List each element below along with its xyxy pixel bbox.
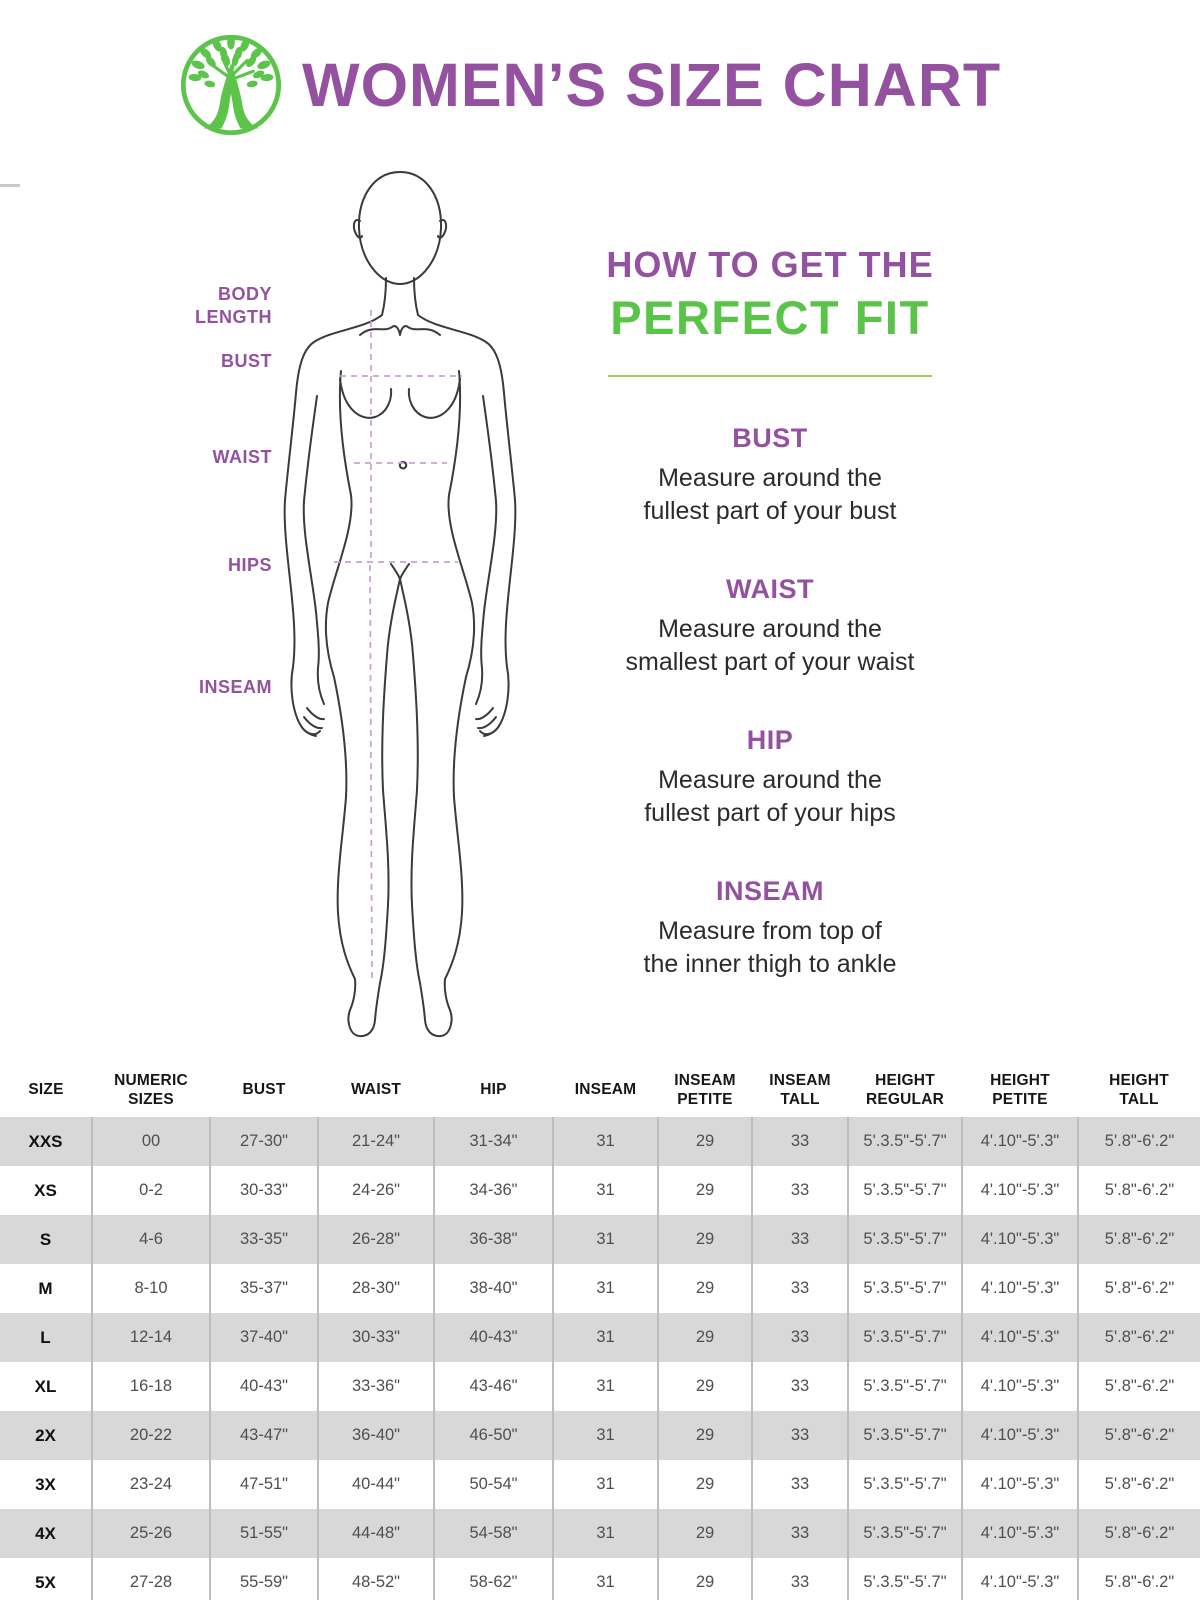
value-cell: 33 (752, 1509, 848, 1558)
value-cell: 44-48" (318, 1509, 434, 1558)
value-cell: 4-6 (92, 1215, 210, 1264)
value-cell: 50-54" (434, 1460, 553, 1509)
inseam-line (370, 565, 372, 980)
value-cell: 20-22 (92, 1411, 210, 1460)
column-header-inseam-petite: INSEAM PETITE (658, 1064, 752, 1117)
value-cell: 29 (658, 1509, 752, 1558)
value-cell: 33 (752, 1558, 848, 1600)
value-cell: 5'.3.5"-5'.7" (848, 1215, 962, 1264)
table-row-xxs (0, 1117, 1200, 1166)
value-cell: 4'.10"-5'.3" (962, 1509, 1078, 1558)
value-cell: 27-30" (210, 1117, 318, 1166)
value-cell: 5'.8"-6'.2" (1078, 1264, 1200, 1313)
value-cell: 47-51" (210, 1460, 318, 1509)
value-cell: 31 (553, 1362, 658, 1411)
value-cell: 33 (752, 1264, 848, 1313)
size-cell: S (0, 1215, 92, 1264)
value-cell: 5'.3.5"-5'.7" (848, 1117, 962, 1166)
value-cell: 16-18 (92, 1362, 210, 1411)
value-cell: 4'.10"-5'.3" (962, 1460, 1078, 1509)
size-cell: M (38, 1278, 53, 1298)
size-cell: 4X (0, 1509, 92, 1558)
size-cell: XS (34, 1180, 57, 1200)
value-cell: 37-40" (210, 1313, 318, 1362)
value-cell: 00 (92, 1117, 210, 1166)
column-header-numeric-sizes: NUMERIC SIZES (92, 1064, 210, 1117)
value-cell: 30-33" (318, 1313, 434, 1362)
value-cell: 24-26" (318, 1166, 434, 1215)
value-cell: 4'.10"-5'.3" (962, 1362, 1078, 1411)
size-cell: 5X (35, 1572, 56, 1592)
guide-text-line: the inner thigh to ankle (643, 950, 897, 978)
guide-text-line: fullest part of your hips (644, 799, 896, 827)
value-cell: 5'.3.5"-5'.7" (848, 1460, 962, 1509)
value-cell: 33 (752, 1166, 848, 1215)
value-cell: 30-33" (210, 1166, 318, 1215)
guide-section-bust (588, 423, 952, 528)
value-cell: 31 (553, 1411, 658, 1460)
tree-logo-icon (178, 32, 284, 138)
value-cell: 5'.3.5"-5'.7" (848, 1558, 962, 1600)
header-row (0, 1064, 1200, 1117)
value-cell: 31 (553, 1460, 658, 1509)
table-row-4x (0, 1509, 1200, 1558)
value-cell: 29 (658, 1362, 752, 1411)
value-cell: 43-46" (434, 1362, 553, 1411)
value-cell: 23-24 (92, 1460, 210, 1509)
guide-divider (608, 375, 932, 377)
value-cell: 31 (553, 1509, 658, 1558)
value-cell: 48-52" (318, 1558, 434, 1600)
figure-label-body-length: BODY LENGTH (195, 284, 272, 328)
figure-label-bust: BUST (221, 351, 272, 371)
guide-heading: HIP (746, 725, 794, 755)
size-table-body (0, 1117, 1200, 1600)
size-table (0, 1064, 1200, 1600)
value-cell: 58-62" (434, 1558, 553, 1600)
guide-text-line: Measure around the (658, 766, 882, 794)
value-cell: 31 (553, 1313, 658, 1362)
guide-text-line: Measure around the (658, 464, 882, 492)
guide-text-line: Measure from top of (658, 917, 882, 945)
value-cell: 33 (752, 1460, 848, 1509)
table-row-2x (0, 1411, 1200, 1460)
value-cell: 54-58" (434, 1509, 553, 1558)
value-cell: 31-34" (434, 1117, 553, 1166)
value-cell: 40-43" (434, 1313, 553, 1362)
column-header-inseam: INSEAM (553, 1064, 658, 1117)
value-cell: 4'.10"-5'.3" (962, 1166, 1078, 1215)
value-cell: 4'.10"-5'.3" (962, 1313, 1078, 1362)
figure-label-waist: WAIST (212, 447, 272, 467)
value-cell: 34-36" (434, 1166, 553, 1215)
guide-section-waist (588, 574, 952, 679)
guide-text-line: fullest part of your bust (643, 497, 897, 525)
value-cell: 36-38" (434, 1215, 553, 1264)
value-cell: 5'.3.5"-5'.7" (848, 1509, 962, 1558)
column-header-size: SIZE (0, 1064, 92, 1117)
value-cell: 5'.8"-6'.2" (1078, 1313, 1200, 1362)
value-cell: 12-14 (92, 1313, 210, 1362)
value-cell: 55-59" (210, 1558, 318, 1600)
size-cell: L (0, 1313, 92, 1362)
value-cell: 31 (553, 1558, 658, 1600)
value-cell: 5'.8"-6'.2" (1078, 1166, 1200, 1215)
size-cell: XL (34, 1376, 57, 1396)
value-cell: 4'.10"-5'.3" (962, 1558, 1078, 1600)
value-cell: 29 (658, 1166, 752, 1215)
value-cell: 33 (752, 1117, 848, 1166)
guide-section-hip (588, 725, 952, 830)
value-cell: 35-37" (210, 1264, 318, 1313)
value-cell: 25-26 (92, 1509, 210, 1558)
value-cell: 5'.8"-6'.2" (1078, 1558, 1200, 1600)
value-cell: 4'.10"-5'.3" (962, 1215, 1078, 1264)
table-row-xs (0, 1166, 1200, 1215)
guide-text-line: smallest part of your waist (625, 648, 915, 676)
guide-heading: WAIST (726, 574, 814, 604)
guide-heading: BUST (732, 423, 808, 453)
value-cell: 5'.3.5"-5'.7" (848, 1166, 962, 1215)
value-cell: 51-55" (210, 1509, 318, 1558)
table-row-xl (0, 1362, 1200, 1411)
figure-label-hips: HIPS (227, 555, 272, 575)
value-cell: 36-40" (318, 1411, 434, 1460)
value-cell: 33 (752, 1411, 848, 1460)
value-cell: 31 (553, 1117, 658, 1166)
value-cell: 33-35" (210, 1215, 318, 1264)
column-header-inseam-tall: INSEAM TALL (752, 1064, 848, 1117)
value-cell: 5'.8"-6'.2" (1078, 1411, 1200, 1460)
value-cell: 28-30" (318, 1264, 434, 1313)
guide-heading: INSEAM (715, 876, 824, 906)
size-cell: 2X (0, 1411, 92, 1460)
size-cell: XXS (0, 1117, 92, 1166)
value-cell: 4'.10"-5'.3" (962, 1411, 1078, 1460)
value-cell: 5'.3.5"-5'.7" (848, 1313, 962, 1362)
value-cell: 29 (658, 1411, 752, 1460)
table-row-3x (0, 1460, 1200, 1509)
table-row-s (0, 1215, 1200, 1264)
value-cell: 29 (658, 1117, 752, 1166)
size-cell: 3X (35, 1474, 56, 1494)
value-cell: 5'.8"-6'.2" (1078, 1509, 1200, 1558)
value-cell: 40-44" (318, 1460, 434, 1509)
value-cell: 4'.10"-5'.3" (962, 1117, 1078, 1166)
value-cell: 33 (752, 1313, 848, 1362)
value-cell: 33 (752, 1362, 848, 1411)
value-cell: 26-28" (318, 1215, 434, 1264)
value-cell: 5'.8"-6'.2" (1078, 1117, 1200, 1166)
column-header-height-tall: HEIGHT TALL (1078, 1064, 1200, 1117)
value-cell: 5'.8"-6'.2" (1078, 1460, 1200, 1509)
edge-crop-mark (0, 184, 20, 187)
value-cell: 29 (658, 1558, 752, 1600)
figure-label-inseam: INSEAM (198, 677, 272, 697)
column-header-waist: WAIST (318, 1064, 434, 1117)
table-row-l (0, 1313, 1200, 1362)
value-cell: 31 (553, 1215, 658, 1264)
value-cell: 4'.10"-5'.3" (962, 1264, 1078, 1313)
table-row-m (0, 1264, 1200, 1313)
value-cell: 40-43" (210, 1362, 318, 1411)
value-cell: 5'.3.5"-5'.7" (848, 1264, 962, 1313)
value-cell: 27-28 (92, 1558, 210, 1600)
value-cell: 29 (658, 1313, 752, 1362)
guide-text-line: Measure around the (658, 615, 882, 643)
value-cell: 8-10 (92, 1264, 210, 1313)
value-cell: 31 (553, 1166, 658, 1215)
value-cell: 33-36" (318, 1362, 434, 1411)
value-cell: 46-50" (434, 1411, 553, 1460)
column-header-height-regular: HEIGHT REGULAR (848, 1064, 962, 1117)
column-header-hip: HIP (434, 1064, 553, 1117)
value-cell: 29 (658, 1215, 752, 1264)
fit-guide (588, 244, 952, 981)
guide-title-line1: HOW TO GET THE (606, 244, 934, 285)
value-cell: 31 (553, 1264, 658, 1313)
guide-section-inseam (588, 876, 952, 981)
value-cell: 5'.8"-6'.2" (1078, 1215, 1200, 1264)
value-cell: 21-24" (318, 1117, 434, 1166)
column-header-bust: BUST (210, 1064, 318, 1117)
column-header-height-petite: HEIGHT PETITE (962, 1064, 1078, 1117)
value-cell: 5'.8"-6'.2" (1078, 1362, 1200, 1411)
guide-title-line2: PERFECT FIT (610, 291, 930, 344)
value-cell: 5'.3.5"-5'.7" (848, 1362, 962, 1411)
value-cell: 33 (752, 1215, 848, 1264)
body-figure-illustration (260, 165, 540, 1045)
value-cell: 38-40" (434, 1264, 553, 1313)
page-title: WOMEN’S SIZE CHART (302, 51, 1002, 119)
value-cell: 29 (658, 1460, 752, 1509)
value-cell: 0-2 (92, 1166, 210, 1215)
table-row-5x (0, 1558, 1200, 1600)
value-cell: 5'.3.5"-5'.7" (848, 1411, 962, 1460)
value-cell: 29 (658, 1264, 752, 1313)
value-cell: 43-47" (210, 1411, 318, 1460)
